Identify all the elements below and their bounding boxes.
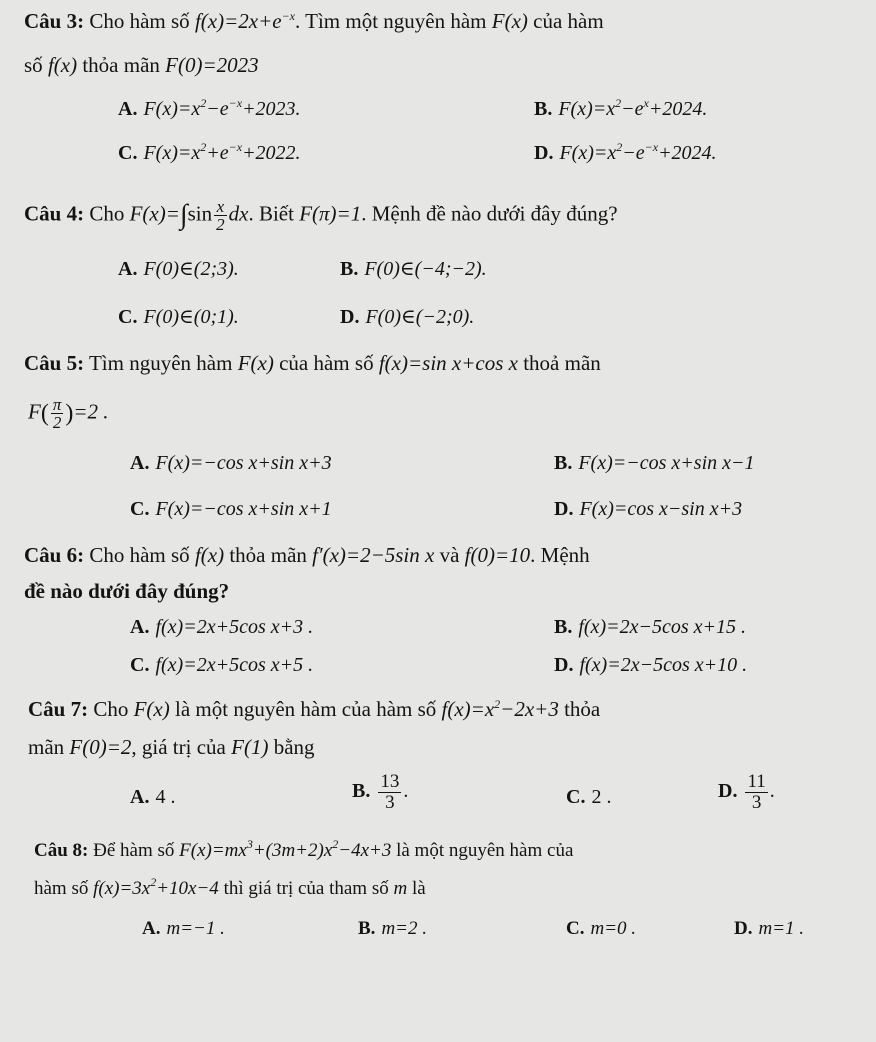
q6-option-c[interactable]: C. f(x)=2x+5cos x+5 . — [130, 654, 314, 676]
q5-F-cond: F — [28, 399, 41, 424]
q6-line-2: đề nào dưới đây đúng? — [24, 579, 230, 603]
q3-text-c: của hàm — [533, 9, 604, 33]
q8-label: Câu 8: — [34, 840, 89, 861]
q4-sin: sin — [187, 201, 213, 226]
q3-label: Câu 3: — [24, 9, 85, 33]
q5-function: f(x)=sin x+cos x — [378, 351, 518, 375]
q6-text-c: và — [439, 543, 460, 567]
q4-text-a: Cho — [89, 201, 125, 226]
q8-F: $F(x)=mx^3+(3m+2)x^2-4x+3$ — [179, 837, 392, 861]
q7-text-d: mãn — [28, 735, 65, 759]
q4-F: F(x)= — [129, 201, 180, 226]
q4-integral: ∫ — [179, 199, 188, 231]
q8-option-c[interactable]: C. m=0 . — [566, 918, 637, 939]
q6-text-d: . Mệnh — [530, 543, 590, 567]
q3-option-d[interactable]: D. $F(x)=x^2-e^{-x}+2024$. — [534, 140, 717, 164]
q5-option-c[interactable]: C. F(x)=−cos x+sin x+1 — [130, 498, 332, 520]
q3-antiderivative: F(x) — [491, 9, 528, 33]
q5-F: F(x) — [237, 351, 274, 375]
q6-line-1 — [24, 542, 590, 568]
q4-text-b: . Biết — [248, 201, 294, 226]
q3-line-1 — [24, 8, 604, 34]
q4-dx: dx — [228, 201, 249, 226]
q8-line-1 — [34, 838, 573, 864]
q7-function: $f(x)=x^2-2x+3$ — [441, 697, 559, 721]
q3-option-c[interactable]: C. $F(x)=x^2+e^{-x}+2022$. — [118, 140, 301, 164]
q8-f: $f(x)=3x^2+10x-4$ — [93, 875, 219, 899]
q8-text-a: Để hàm số — [93, 840, 175, 861]
q8-m: m — [393, 878, 408, 899]
q6-f: f(x) — [194, 543, 225, 567]
q4-option-c[interactable]: C. F(0)∈(0;1). — [118, 306, 239, 328]
q3-option-b[interactable]: B. $F(x)=x^2-e^x+2024$. — [534, 96, 708, 120]
q3-function: $f(x)=2x+e^{-x}$ — [194, 9, 295, 33]
q5-eq: =2 . — [73, 399, 109, 424]
q5-label: Câu 5: — [24, 351, 85, 375]
q5-text-a: Tìm nguyên hàm — [88, 351, 233, 375]
q8-text-c: hàm số — [34, 878, 89, 899]
q8-line-2 — [34, 876, 426, 902]
q4-text-c: . Mệnh đề nào dưới đây đúng? — [361, 201, 618, 226]
q8-option-b[interactable]: B. m=2 . — [358, 918, 427, 939]
q3-line-2 — [24, 52, 259, 78]
q3-text-e: thỏa mãn — [82, 53, 160, 77]
q4-option-a[interactable]: A. F(0)∈(2;3). — [118, 258, 239, 280]
q3-condition: F(0)=2023 — [165, 53, 259, 77]
q3-option-a[interactable]: A. $F(x)=x^2-e^{-x}+2023$. — [118, 96, 301, 120]
q7-d-fraction: $\frac{11}{3}$ — [747, 771, 766, 813]
q6-option-a[interactable]: A. f(x)=2x+5cos x+3 . — [130, 616, 314, 638]
q6-text-a: Cho hàm số — [89, 543, 190, 567]
q7-text-a: Cho — [93, 697, 129, 721]
q8-text-b: là một nguyên hàm của — [396, 840, 574, 861]
q7-option-b[interactable]: B. $\frac{13}{3}$ . — [352, 771, 409, 813]
q3-text-a: Cho hàm số — [89, 9, 190, 33]
q7-line-1 — [28, 696, 600, 722]
q7-option-a[interactable]: A. 4 . — [130, 786, 176, 808]
q4-option-d[interactable]: D. F(0)∈(−2;0). — [340, 306, 475, 328]
q6-derivative: f′(x)=2−5sin x — [312, 543, 435, 567]
q5-line-2: F( $\frac{\pi}{2}$ )=2 . — [28, 395, 109, 432]
q3-text-d: số — [24, 53, 43, 77]
q5-text-b: của hàm số — [279, 351, 374, 375]
q7-text-e: , giá trị của — [131, 735, 226, 759]
q6-label: Câu 6: — [24, 543, 85, 567]
q8-text-e: là — [411, 878, 426, 899]
q3-text-b: . Tìm một nguyên hàm — [295, 9, 487, 33]
q4-label: Câu 4: — [24, 201, 85, 226]
q7-F1: F(1) — [231, 735, 269, 759]
q7-text-f: bằng — [273, 735, 315, 759]
q5-option-b[interactable]: B. F(x)=−cos x+sin x−1 — [554, 452, 755, 474]
q4-condition: F(π)=1 — [299, 201, 362, 226]
q4-line-1 — [24, 198, 618, 233]
q5-fraction: $\frac{\pi}{2}$ — [52, 395, 62, 432]
q8-text-d: thì giá trị của tham số — [223, 878, 389, 899]
q5-text-c: thoả mãn — [523, 351, 601, 375]
q6-option-d[interactable]: D. f(x)=2x−5cos x+10 . — [554, 654, 748, 676]
q8-option-d[interactable]: D. m=1 . — [734, 918, 805, 939]
q7-option-c[interactable]: C. 2 . — [566, 786, 612, 808]
q6-condition: f(0)=10 — [464, 543, 531, 567]
q7-b-fraction: $\frac{13}{3}$ — [380, 771, 400, 813]
q5-option-d[interactable]: D. F(x)=cos x−sin x+3 — [554, 498, 743, 520]
q7-line-2 — [28, 734, 315, 760]
q5-option-a[interactable]: A. F(x)=−cos x+sin x+3 — [130, 452, 332, 474]
q8-option-a[interactable]: A. m=−1 . — [142, 918, 225, 939]
q7-option-d[interactable]: D. $\frac{11}{3}$ . — [718, 771, 775, 813]
q6-text-b: thỏa mãn — [229, 543, 307, 567]
q4-option-b[interactable]: B. F(0)∈(−4;−2). — [340, 258, 487, 280]
q7-text-c: thỏa — [564, 697, 601, 721]
q7-text-b: là một nguyên hàm của hàm số — [175, 697, 437, 721]
q5-line-1 — [24, 350, 601, 376]
q6-option-b[interactable]: B. f(x)=2x−5cos x+15 . — [554, 616, 746, 638]
q7-F: F(x) — [133, 697, 170, 721]
q7-condition: F(0)=2 — [69, 735, 132, 759]
q3-f: f(x) — [47, 53, 78, 77]
q4-fraction: $\frac{x}{2}$ — [216, 197, 225, 234]
q7-label: Câu 7: — [28, 697, 89, 721]
